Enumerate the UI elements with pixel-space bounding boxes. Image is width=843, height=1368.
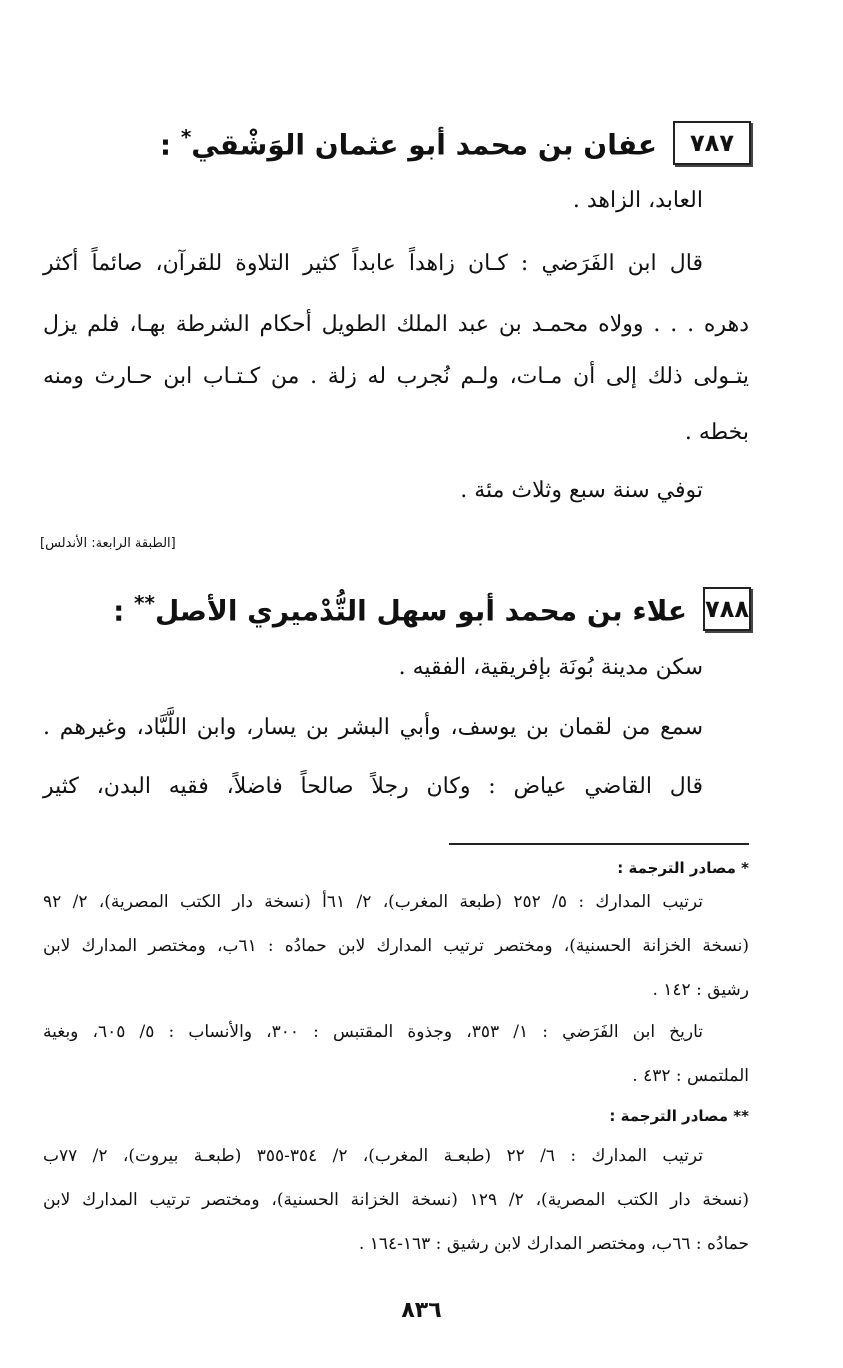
footnote-line: ترتيب المدارك : ٦/ ٢٢ (طبعـة المغرب)، ٢/ ٣٥٤-٣٥٥ (طبعـة بيروت)، ٢/ ٧٧ب [43,1146,704,1166]
footnote-line: حمادُه : ٦٦ب، ومختصر المدارك لابن رشيق : ١٦٣-١٦٤ . [358,1234,749,1254]
footnote-heading: * مصادر الترجمة : [617,859,749,877]
footnote-marker: * [180,124,192,149]
body-line: يتـولى ذلك إلى أن مـات، ولـم نُجرب له زلة . من كـتـاب ابن حـارث ومنه [43,364,749,389]
section-tag: [الطبقة الرابعة: الأندلس] [40,536,176,551]
entry-788-header [113,584,751,634]
entry-title-text: عفان بن محمد أبو عثمان الوَشْقي [191,128,657,162]
footnote-line: (نسخة الخزانة الحسنية)، ومختصر ترتيب المدارك لابن حمادُه : ٦١ب، ومختصر المدارك لابن [43,936,749,956]
entry-title [160,125,657,161]
body-line: بخطه . [684,420,749,445]
footnote-separator [449,843,749,845]
body-line: سكن مدينة بُونَة بإفريقية، الفقيه . [398,655,703,680]
footnote-line: تاريخ ابن الفَرَضي : ١/ ٣٥٣، وجذوة المقتبس : ٣٠٠، والأنساب : ٥/ ٦٠٥، وبغية [43,1022,703,1042]
body-line: سمع من لقمان بن يوسف، وأبي البشر بن يسار، وابن اللَّبَّاد، وغيرهم . [43,715,703,740]
page-number: ٨٣٦ [401,1298,442,1323]
body-line: دهره . . . وولاه محمـد بن عبد الملك الطويل أحكام الشرطة بهـا، فلم يزل [43,312,749,337]
footnote-line: ترتيب المدارك : ٥/ ٢٥٢ (طبعة المغرب)، ٢/ ٦١أ (نسخة دار الكتب المصرية)، ٢/ ٩٢ [43,892,703,912]
title-colon: : [159,128,172,162]
body-line: قال ابن الفَرَضي : كـان زاهداً عابداً كثير التلاوة للقرآن، صائماً أكثر [43,251,703,276]
entry-787-header [131,118,751,168]
entry-title-text: علاء بن محمد أبو سهل التُّدْميري الأصل [154,594,688,628]
footnote-line: (نسخة دار الكتب المصرية)، ٢/ ١٢٩ (نسخة الخزانة الحسنية)، ومختصر ترتيب المدارك لابن [43,1190,750,1210]
footnote-line: الملتمس : ٤٣٢ . [632,1066,749,1086]
footnote-heading: ** مصادر الترجمة : [609,1107,749,1125]
body-line: العابد، الزاهد . [572,188,703,213]
entry-title [113,591,687,627]
body-line: توفي سنة سبع وثلاث مئة . [460,478,703,503]
entry-number-box: ٧٨٧ [673,121,751,165]
footnote-line: رشيق : ١٤٢ . [652,980,749,1000]
title-colon: : [113,594,125,628]
body-line: قال القاضي عياض : وكان رجلاً صالحاً فاضلاً، فقيه البدن، كثير [43,774,703,799]
footnote-marker: ** [134,590,155,615]
entry-number-box: ٧٨٨ [703,587,751,631]
